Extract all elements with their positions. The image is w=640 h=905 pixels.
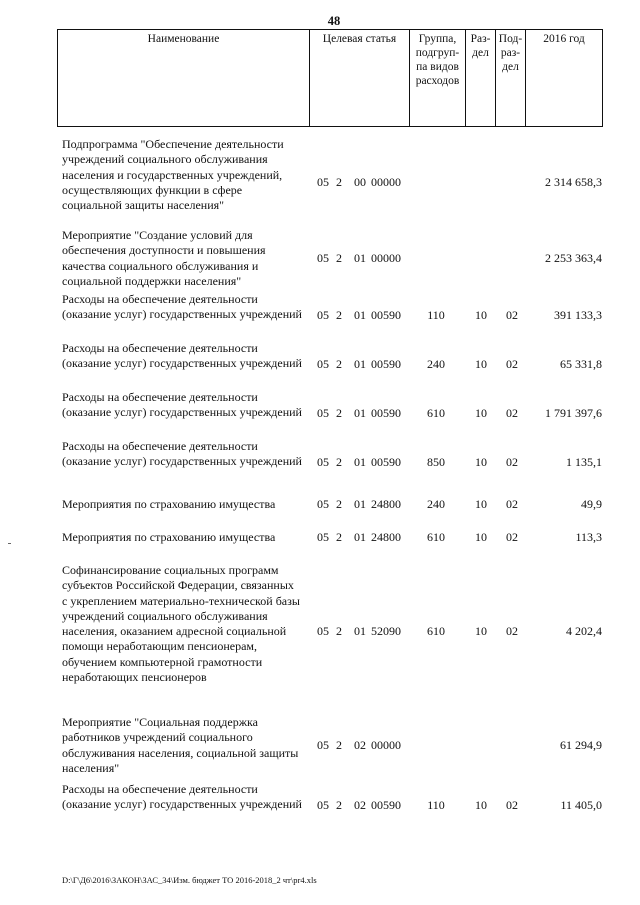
code-direction: 00000 [371, 251, 401, 265]
row-name: Мероприятия по страхованию имущества [62, 497, 276, 511]
amount: 61 294,9 [560, 738, 602, 752]
amount: 2 314 658,3 [545, 175, 602, 189]
subsection: 02 [506, 624, 518, 638]
amount: 2 253 363,4 [545, 251, 602, 265]
code-subprogram: 2 [336, 530, 342, 544]
code-direction: 00000 [371, 175, 401, 189]
code-program: 05 [317, 308, 329, 322]
section: 10 [475, 798, 487, 812]
code-program: 05 [317, 455, 329, 469]
file-path-footer: D:\Г\Д6\2016\ЗАКОН\ЗАС_34\Изм. бюджет ТО 2016-2018_2 чт\pr4.xls [62, 875, 317, 885]
code-activity: 01 [354, 624, 366, 638]
row-name: Мероприятия по страхованию имущества [62, 530, 276, 544]
code-direction: 00000 [371, 738, 401, 752]
code-program: 05 [317, 738, 329, 752]
code-program: 05 [317, 497, 329, 511]
section: 10 [475, 497, 487, 511]
subsection: 02 [506, 497, 518, 511]
column-header-group: Группа, подгруп- па видов расходов [410, 30, 466, 127]
code-direction: 00590 [371, 406, 401, 420]
code-activity: 01 [354, 308, 366, 322]
expense-group: 610 [427, 406, 445, 420]
code-subprogram: 2 [336, 497, 342, 511]
code-direction: 00590 [371, 455, 401, 469]
code-program: 05 [317, 624, 329, 638]
section: 10 [475, 530, 487, 544]
code-direction: 00590 [371, 357, 401, 371]
amount: 65 331,8 [560, 357, 602, 371]
expense-group: 110 [427, 798, 445, 812]
row-name: Расходы на обеспечение деятельности (оказание услуг) государственных учреждений [62, 341, 302, 371]
expense-group: 850 [427, 455, 445, 469]
page-number: 48 [327, 14, 341, 28]
code-activity: 02 [354, 798, 366, 812]
amount: 391 133,3 [554, 308, 602, 322]
expense-group: 240 [427, 357, 445, 371]
code-program: 05 [317, 798, 329, 812]
amount: 4 202,4 [566, 624, 602, 638]
amount: 49,9 [581, 497, 602, 511]
subsection: 02 [506, 308, 518, 322]
code-activity: 01 [354, 530, 366, 544]
amount: 1 135,1 [566, 455, 602, 469]
code-subprogram: 2 [336, 738, 342, 752]
code-subprogram: 2 [336, 624, 342, 638]
code-activity: 01 [354, 357, 366, 371]
code-direction: 00590 [371, 308, 401, 322]
column-header-section: Раз- дел [466, 30, 496, 127]
table-header [57, 29, 603, 127]
code-program: 05 [317, 530, 329, 544]
code-subprogram: 2 [336, 175, 342, 189]
row-name: Расходы на обеспечение деятельности (оказание услуг) государственных учреждений [62, 439, 302, 469]
amount: 113,3 [575, 530, 602, 544]
section: 10 [475, 624, 487, 638]
section: 10 [475, 406, 487, 420]
subsection: 02 [506, 530, 518, 544]
code-program: 05 [317, 406, 329, 420]
row-name: Расходы на обеспечение деятельности (оказание услуг) государственных учреждений [62, 782, 302, 812]
code-subprogram: 2 [336, 798, 342, 812]
code-direction: 00590 [371, 798, 401, 812]
code-activity: 01 [354, 455, 366, 469]
code-activity: 01 [354, 406, 366, 420]
code-activity: 01 [354, 251, 366, 265]
row-name: Мероприятие "Социальная поддержка работников учреждений социального обслуживания населения, социальной защиты населения" [62, 715, 299, 775]
expense-group: 610 [427, 530, 445, 544]
section: 10 [475, 357, 487, 371]
subsection: 02 [506, 798, 518, 812]
code-subprogram: 2 [336, 455, 342, 469]
code-program: 05 [317, 175, 329, 189]
code-subprogram: 2 [336, 357, 342, 371]
row-name: Мероприятие "Создание условий для обеспечения доступности и повышения качества социального обслуживания и социальной поддержки населения" [62, 228, 266, 288]
code-activity: 00 [354, 175, 366, 189]
code-activity: 01 [354, 497, 366, 511]
column-header-target: Целевая статья [310, 30, 410, 127]
expense-group: 610 [427, 624, 445, 638]
scan-mark [8, 543, 11, 544]
expense-group: 240 [427, 497, 445, 511]
code-subprogram: 2 [336, 406, 342, 420]
code-activity: 02 [354, 738, 366, 752]
amount: 1 791 397,6 [545, 406, 602, 420]
code-direction: 24800 [371, 530, 401, 544]
row-name: Расходы на обеспечение деятельности (оказание услуг) государственных учреждений [62, 390, 302, 420]
column-header-name: Наименование [58, 30, 310, 127]
code-direction: 52090 [371, 624, 401, 638]
code-program: 05 [317, 251, 329, 265]
subsection: 02 [506, 357, 518, 371]
row-name: Расходы на обеспечение деятельности (оказание услуг) государственных учреждений [62, 292, 302, 322]
row-name: Софинансирование социальных программ субъектов Российской Федерации, связанных с укреплением материально-технической базы учреждений социального обслуживания населения, оказанием адресной социальной помощи неработающим пенсионерам, обучением компьютерной грамотности неработающих пенсионеров [62, 563, 300, 685]
subsection: 02 [506, 455, 518, 469]
column-header-subsection: Под- раз- дел [496, 30, 526, 127]
code-direction: 24800 [371, 497, 401, 511]
code-subprogram: 2 [336, 308, 342, 322]
code-program: 05 [317, 357, 329, 371]
amount: 11 405,0 [560, 798, 602, 812]
section: 10 [475, 308, 487, 322]
code-subprogram: 2 [336, 251, 342, 265]
subsection: 02 [506, 406, 518, 420]
column-header-year: 2016 год [526, 30, 603, 127]
row-name: Подпрограмма "Обеспечение деятельности учреждений социального обслуживания населения и государственных учреждений, осуществляющих функции в сфере социальной защиты населения" [62, 137, 284, 213]
expense-group: 110 [427, 308, 445, 322]
section: 10 [475, 455, 487, 469]
